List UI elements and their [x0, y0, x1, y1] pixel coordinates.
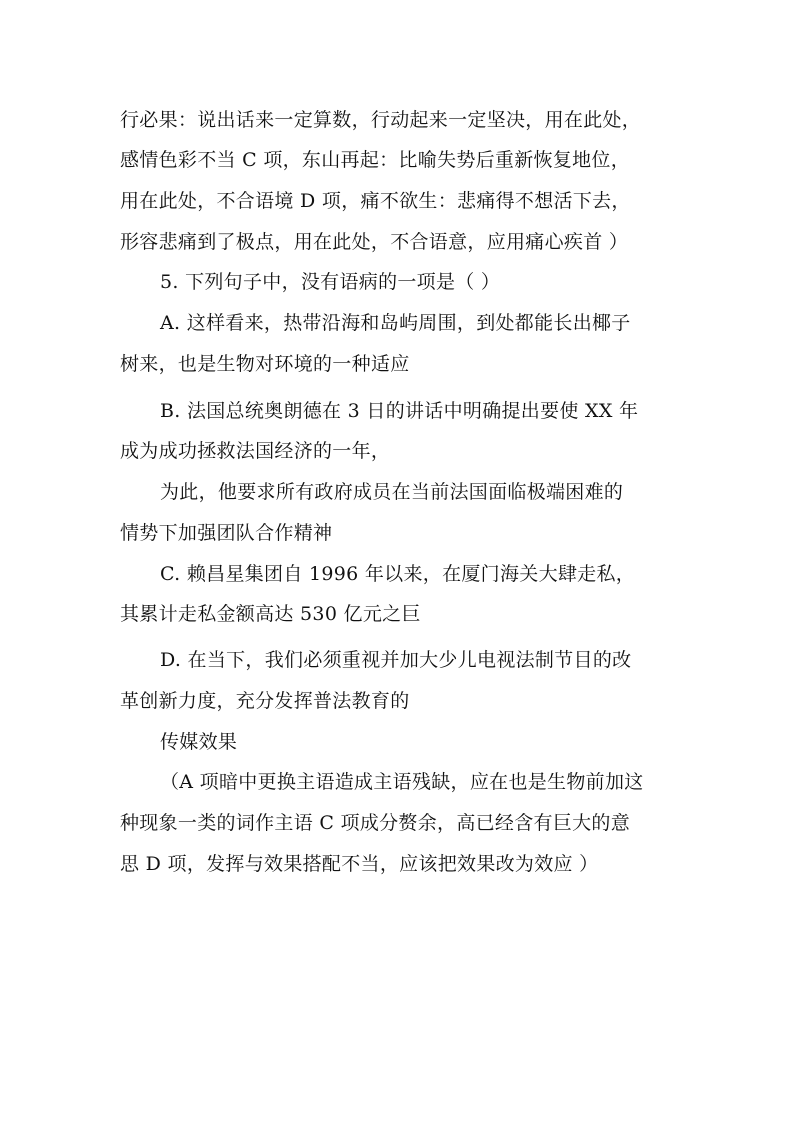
text-line: 成为成功拯救法国经济的一年， — [120, 440, 391, 462]
text-line: 形容悲痛到了极点，用在此处，不合语意，应用痛心疾首 ） — [120, 231, 629, 253]
answer-explanation: （A 项暗中更换主语造成主语残缺，应在也是生物前加这 — [160, 771, 644, 793]
text-line: 用在此处，不合语境 D 项，痛不欲生：悲痛得不想活下去， — [120, 190, 631, 212]
text-line: 为此，他要求所有政府成员在当前法国面临极端困难的 — [160, 481, 624, 503]
option-b: B. 法国总统奥朗德在 3 日的讲话中明确提出要使 XX 年 — [160, 400, 639, 422]
text-line: 革创新力度，充分发挥普法教育的 — [120, 690, 410, 712]
option-d: D. 在当下，我们必须重视并加大少儿电视法制节目的改 — [160, 649, 632, 671]
text-line: 思 D 项，发挥与效果搭配不当，应该把效果改为效应 ） — [120, 853, 599, 875]
text-line: 树来，也是生物对环境的一种适应 — [120, 353, 410, 375]
option-a: A. 这样看来，热带沿海和岛屿周围，到处都能长出椰子 — [160, 312, 631, 334]
option-c: C. 赖昌星集团自 1996 年以来，在厦门海关大肆走私， — [160, 563, 636, 585]
text-line: 情势下加强团队合作精神 — [120, 522, 333, 544]
text-line: 其累计走私金额高达 530 亿元之巨 — [120, 603, 421, 625]
text-line: 行必果：说出话来一定算数，行动起来一定坚决，用在此处， — [120, 109, 642, 131]
text-line: 感情色彩不当 C 项，东山再起：比喻失势后重新恢复地位， — [120, 149, 631, 171]
text-line: 种现象一类的词作主语 C 项成分赘余，高已经含有巨大的意 — [120, 812, 631, 834]
text-line: 传媒效果 — [160, 731, 238, 753]
question-heading: 5. 下列句子中，没有语病的一项是（ ） — [160, 271, 501, 293]
